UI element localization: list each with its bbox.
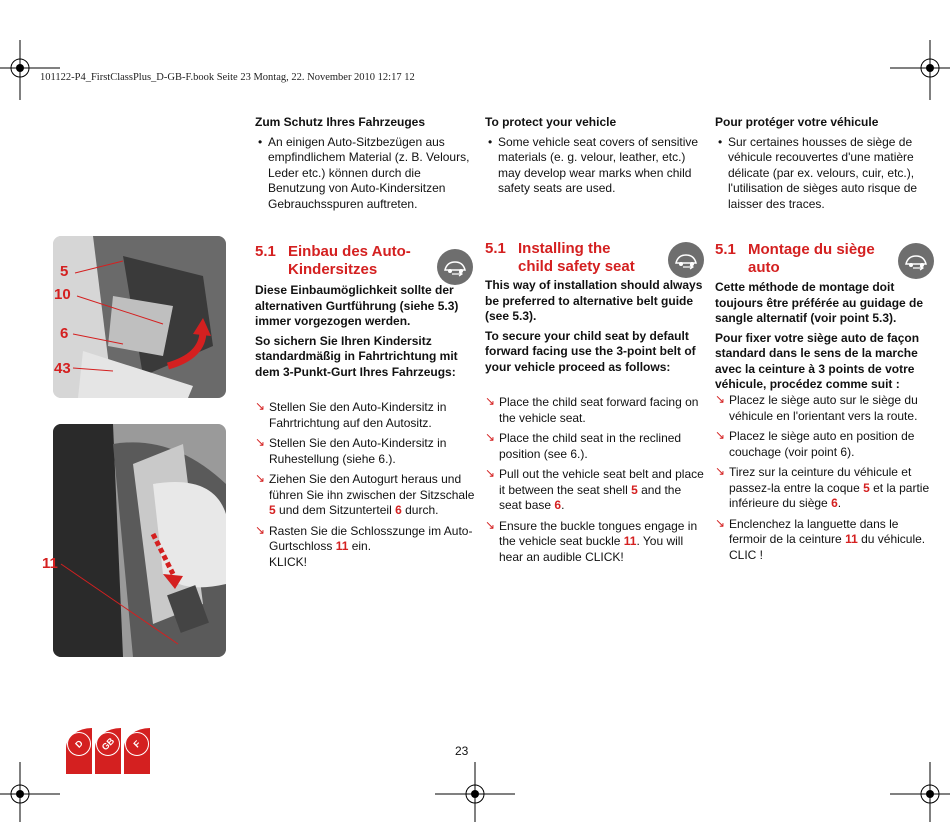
car-seat-icon xyxy=(668,242,704,278)
en-protect-block xyxy=(485,115,707,197)
en-intro-1: This way of installation should always be preferred to alternative belt guide (see 5.3). xyxy=(485,278,703,323)
en-section-number: 5.1 xyxy=(485,240,506,257)
hand-arrow-icon: ↘ xyxy=(715,515,726,530)
hand-arrow-icon: ↘ xyxy=(485,517,496,532)
de-step-4: ↘ Rasten Sie die Schlosszunge im Auto-Gurtschloss 11 ein. KLICK! xyxy=(255,522,473,569)
hand-arrow-icon: ↘ xyxy=(255,471,266,485)
fr-step-1: ↘ Placez le siège auto sur le siège du véhicule en l'orientant vers la route. xyxy=(715,392,918,423)
fr-protect-bullet: • Sur certaines housses de siège de véhicule recouvertes d'une matière délicate (par ex. velours, cuir, etc.), l'utilisation de sièges auto risque de laisser des traces. xyxy=(715,135,937,213)
fr-intro-2: Pour fixer votre siège auto de façon standard dans le sens de la marche avec la ceinture à 3 points de votre véhicule, procédez comme suit : xyxy=(715,330,920,391)
fr-protect-title: Pour protéger votre véhicule xyxy=(715,115,879,129)
de-step-2: ↘ Stellen Sie den Auto-Kindersitz in Ruhestellung (siehe 6.). xyxy=(255,435,447,466)
hand-arrow-icon: ↘ xyxy=(715,428,726,442)
crop-mark-icon xyxy=(435,762,515,822)
de-protect-block xyxy=(255,115,477,212)
language-tab-d: D xyxy=(66,728,92,774)
hand-arrow-icon: ↘ xyxy=(255,522,266,537)
figure-label-6: 6 xyxy=(60,325,69,342)
en-section-title: Installing the child safety seat xyxy=(518,240,635,275)
fr-section-number: 5.1 xyxy=(715,241,736,258)
figure-top-seat-image xyxy=(53,236,226,398)
de-intro-2: So sichern Sie Ihren Kindersitz standardmäßig in Fahrtrichtung mit dem 3-Punkt-Gurt Ihres Fahrzeugs: xyxy=(255,333,458,379)
figure-label-10: 10 xyxy=(54,286,71,303)
figure-bottom-buckle-image xyxy=(53,424,226,657)
en-step-3: ↘ Pull out the vehicle seat belt and place it between the seat shell 5 and the seat base 6. xyxy=(485,466,704,512)
de-step-1: ↘ Stellen Sie den Auto-Kindersitz in Fahrtrichtung auf den Autositz. xyxy=(255,399,447,430)
de-steps xyxy=(255,400,477,575)
fr-intro-1: Cette méthode de montage doit toujours être préférée au guidage de sangle alternatif (voir point 5.3). xyxy=(715,280,924,325)
car-seat-icon xyxy=(898,243,934,279)
figure-label-5: 5 xyxy=(60,263,69,280)
en-protect-title: To protect your vehicle xyxy=(485,115,617,129)
crop-mark-icon xyxy=(0,762,60,822)
en-intro-2: To secure your child seat by default forward facing use the 3-point belt of your vehicle proceed as follows: xyxy=(485,328,696,374)
crop-mark-icon xyxy=(0,40,60,100)
hand-arrow-icon: ↘ xyxy=(485,466,496,480)
figure-label-43: 43 xyxy=(54,360,71,377)
de-section-number: 5.1 xyxy=(255,243,276,260)
en-step-1: ↘ Place the child seat forward facing on the vehicle seat. xyxy=(485,394,699,425)
fr-intro xyxy=(715,280,937,397)
fr-protect-block xyxy=(715,115,937,212)
fr-step-4: ↘ Enclenchez la languette dans le fermoir de la ceinture 11 du véhicule. CLIC ! xyxy=(715,515,926,562)
language-tab-f: F xyxy=(124,728,150,774)
de-intro-1: Diese Einbaumöglichkeit sollte der alternativen Gurtführung (siehe 5.3) immer vorgezogen werden. xyxy=(255,283,459,328)
en-step-2: ↘ Place the child seat in the reclined position (see 6.). xyxy=(485,430,682,461)
de-step-3: ↘ Ziehen Sie den Autogurt heraus und führen Sie ihn zwischen der Sitzschale 5 und dem Sitzunterteil 6 durch. xyxy=(255,471,475,517)
figure-label-11: 11 xyxy=(42,555,58,572)
fr-step-3: ↘ Tirez sur la ceinture du véhicule et passez-la entre la coque 5 et la partie inférieure du siège 6. xyxy=(715,464,930,510)
page-number: 23 xyxy=(455,744,469,758)
fr-section-title: Montage du siège auto xyxy=(748,241,875,276)
hand-arrow-icon: ↘ xyxy=(255,399,266,413)
de-intro xyxy=(255,283,477,384)
crop-mark-icon xyxy=(890,762,950,822)
fr-steps xyxy=(715,393,937,568)
car-seat-icon xyxy=(437,249,473,285)
language-tab-gb: GB xyxy=(95,728,121,774)
file-info-header: 101122-P4_FirstClassPlus_D-GB-F.book Seite 23 Montag, 22. November 2010 12:17 12 xyxy=(40,72,415,83)
de-protect-bullet: • An einigen Auto-Sitzbezügen aus empfindlichem Material (z. B. Velours, Leder etc.) können durch die Benutzung von Auto-Kindersitzen Gebrauchsspuren auftreten. xyxy=(255,135,477,213)
en-protect-bullet: • Some vehicle seat covers of sensitive materials (e. g. velour, leather, etc.) may develop wear marks when child safety seats are used. xyxy=(485,135,707,197)
de-protect-title: Zum Schutz Ihres Fahrzeuges xyxy=(255,115,426,129)
en-intro xyxy=(485,278,707,379)
de-section-title: Einbau des Auto-Kindersitzes xyxy=(288,243,411,278)
en-step-4: ↘ Ensure the buckle tongues engage in the vehicle seat buckle 11. You will hear an audible CLICK! xyxy=(485,517,698,564)
hand-arrow-icon: ↘ xyxy=(715,464,726,478)
en-steps xyxy=(485,395,707,570)
hand-arrow-icon: ↘ xyxy=(485,430,496,444)
hand-arrow-icon: ↘ xyxy=(715,392,726,406)
hand-arrow-icon: ↘ xyxy=(485,394,496,408)
hand-arrow-icon: ↘ xyxy=(255,435,266,449)
fr-step-2: ↘ Placez le siège auto en position de couchage (voir point 6). xyxy=(715,428,915,459)
crop-mark-icon xyxy=(890,40,950,100)
